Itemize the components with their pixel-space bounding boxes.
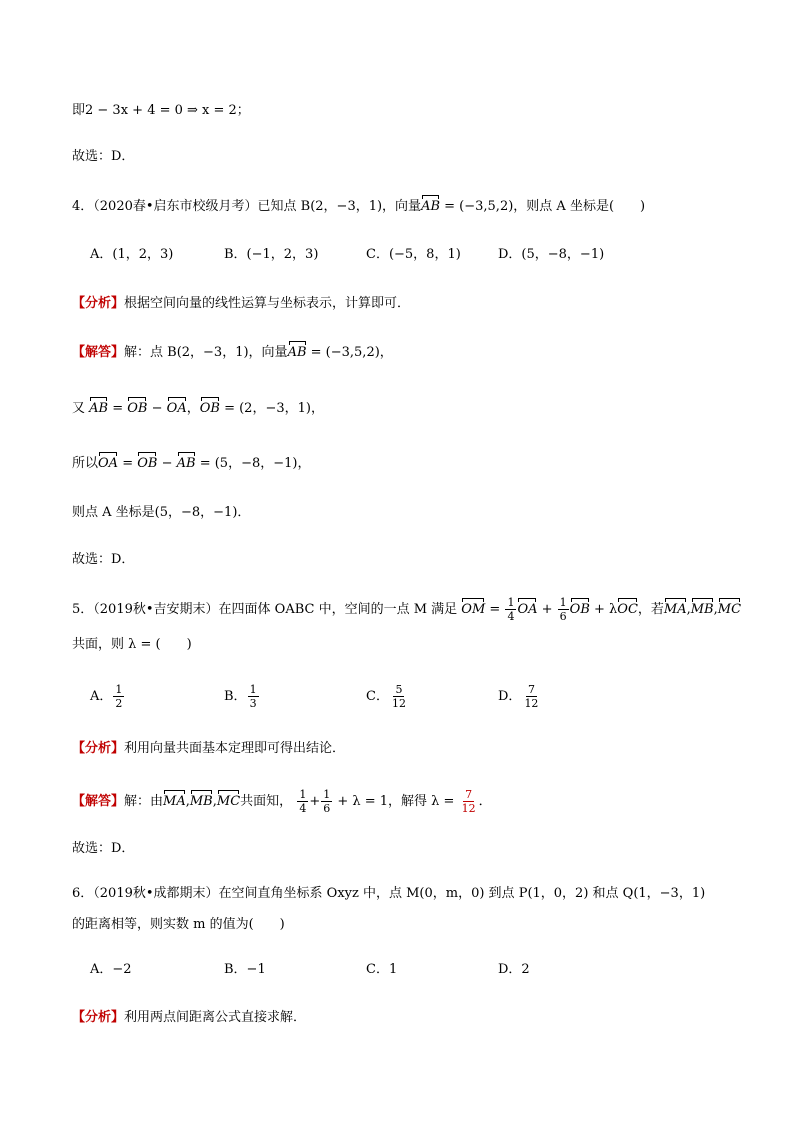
q4-solution-line4: 则点 A 坐标是(5，−8，−1)．: [72, 505, 251, 520]
q4-answer: 故选：D．: [72, 552, 135, 567]
vector-ob: OB: [200, 399, 220, 419]
q4-question: [72, 197, 645, 217]
q4-sol1-b: = (−3,5,2)，: [306, 345, 393, 360]
solution-label: 【解答】: [72, 794, 125, 809]
fraction: [248, 683, 259, 710]
vector-ab: AB: [421, 197, 440, 217]
frac-num: 1: [249, 683, 257, 696]
solution-label: 【解答】: [72, 345, 125, 360]
frac-den: 12: [461, 802, 476, 815]
analysis-label: 【分析】: [72, 741, 125, 756]
q4-sol2-eq: =: [108, 401, 128, 416]
q4-solution-line3: [72, 454, 310, 474]
q5-option-b: [224, 683, 260, 710]
vector-ob: OB: [127, 399, 147, 419]
vector-oc: OC: [617, 600, 638, 620]
q4-sol2-end: = (2，−3，1)，: [219, 401, 324, 416]
q4-solution-line1: [72, 343, 393, 363]
q5-analysis-text: 利用向量共面基本定理即可得出结论．: [124, 741, 346, 756]
fraction: [558, 596, 569, 623]
frac-den: 6: [323, 802, 331, 815]
q5-option-a: [90, 683, 125, 710]
vector-oa: OA: [167, 399, 187, 419]
q4-sol2-pre: 又: [72, 401, 90, 416]
fraction: [321, 788, 332, 815]
q4-header: 4．（2020春•启东市校级月考）已知点 B(2，−3，1)，向量: [72, 199, 422, 214]
prev-answer: 故选：D．: [72, 149, 135, 164]
vector-ma: MA: [163, 792, 186, 812]
frac-den: 6: [559, 610, 567, 623]
analysis-label: 【分析】: [72, 1010, 125, 1025]
vector-ab: AB: [89, 399, 108, 419]
q6-option-d: D．2: [498, 962, 530, 977]
q4-solution-line2: [72, 399, 324, 419]
q4-analysis: [72, 294, 410, 314]
vector-ma: MA: [664, 600, 687, 620]
fraction: [505, 596, 516, 623]
vector-ab: AB: [288, 343, 307, 363]
q4-sol3-minus: −: [157, 456, 177, 471]
frac-num: 1: [299, 788, 307, 801]
q5-question-line2: 共面，则 λ = ( ): [72, 637, 192, 652]
vector-mc: MC: [217, 792, 240, 812]
vector-ob: OB: [570, 600, 590, 620]
q4-option-d: D．(5，−8，−1): [498, 247, 605, 262]
q4-sol3-end: = (5，−8，−1)，: [195, 456, 311, 471]
q5-lambda: + λ: [589, 602, 618, 617]
vector-oa: OA: [517, 600, 537, 620]
q6-analysis: [72, 1008, 306, 1028]
vector-ob: OB: [137, 454, 157, 474]
q6-question-line2: 的距离相等，则实数 m 的值为( ): [72, 917, 285, 932]
vector-om: OM: [461, 600, 485, 620]
q5-analysis: [72, 739, 345, 759]
option-letter: C．: [366, 689, 389, 704]
frac-den: 4: [299, 802, 307, 815]
q5-sol-b: 共面知，: [240, 794, 293, 809]
option-letter: B．: [224, 689, 247, 704]
frac-den: 2: [115, 697, 123, 710]
option-letter: D．: [498, 689, 522, 704]
vector-mb: MB: [190, 792, 213, 812]
q6-option-c: C．1: [366, 962, 398, 977]
q4-sol3-pre: 所以: [72, 456, 99, 471]
vector-mc: MC: [718, 600, 741, 620]
q6-option-a: A．−2: [90, 962, 132, 977]
frac-num: 1: [507, 596, 515, 609]
q4-option-b: B．(−1，2，3): [224, 247, 319, 262]
frac-num: 7: [527, 683, 535, 696]
q4-option-c: C．(−5，8，1): [366, 247, 461, 262]
fraction: [297, 788, 308, 815]
q4-sol1-a: 解：点 B(2，−3，1)，向量: [124, 345, 288, 360]
prev-step: 即2 − 3x + 4 = 0 ⇒ x = 2；: [72, 103, 250, 118]
q5-sol-a: 解：由: [124, 794, 164, 809]
frac-num: 7: [465, 788, 473, 801]
q4-sol2-comma: ，: [186, 401, 200, 416]
frac-num: 1: [323, 788, 331, 801]
fraction: [390, 683, 408, 710]
vector-ab: AB: [177, 454, 196, 474]
q5-solution: 【解答】解：由MA,MB,MC共面知， $\frac{1}{4}$ + $\frac{1}{6}$ + λ = 1，解得 λ = $\frac{7}{12}$ ．: [72, 788, 492, 815]
q6-question-line1: 6．（2019秋•成都期末）在空间直角坐标系 Oxyz 中，点 M(0，m，0) 到点 P(1，0，2) 和点 Q(1，−3，1): [72, 886, 706, 901]
frac-den: 12: [524, 697, 539, 710]
frac-num: 1: [115, 683, 123, 696]
frac-den: 4: [507, 610, 515, 623]
frac-num: 1: [559, 596, 567, 609]
q4-option-a: A．(1，2，3): [90, 247, 174, 262]
q4-sol2-minus: −: [147, 401, 167, 416]
frac-den: 3: [249, 697, 257, 710]
q5-header: 5．（2019秋•吉安期末）在四面体 OABC 中，空间的一点 M 满足: [72, 602, 458, 617]
q5-option-d: [498, 683, 541, 710]
answer-fraction: [460, 788, 478, 815]
q6-option-b: B．−1: [224, 962, 266, 977]
q5-question: 5．（2019秋•吉安期末）在四面体 OABC 中，空间的一点 M 满足 OM = $\frac{1}{4}$ OA + $\frac{1}{6}$ OB + λOC，若MA,MB,MC: [72, 596, 742, 623]
q6-analysis-text: 利用两点间距离公式直接求解．: [124, 1010, 307, 1025]
q4-vector-value: = (−3,5,2)，则点 A 坐标是( ): [440, 199, 646, 214]
frac-num: 5: [395, 683, 403, 696]
analysis-label: 【分析】: [72, 296, 125, 311]
fraction: [522, 683, 540, 710]
vector-oa: OA: [98, 454, 118, 474]
option-letter: A．: [90, 689, 113, 704]
vector-mb: MB: [691, 600, 714, 620]
q4-sol3-eq: =: [118, 456, 138, 471]
q5-sol-c: + λ = 1，解得 λ =: [333, 794, 459, 809]
q5-option-c: [366, 683, 409, 710]
frac-den: 12: [391, 697, 406, 710]
q4-analysis-text: 根据空间向量的线性运算与坐标表示，计算即可．: [124, 296, 411, 311]
q5-answer: 故选：D．: [72, 841, 135, 856]
q5-if: ，若: [637, 602, 664, 617]
fraction: [113, 683, 124, 710]
